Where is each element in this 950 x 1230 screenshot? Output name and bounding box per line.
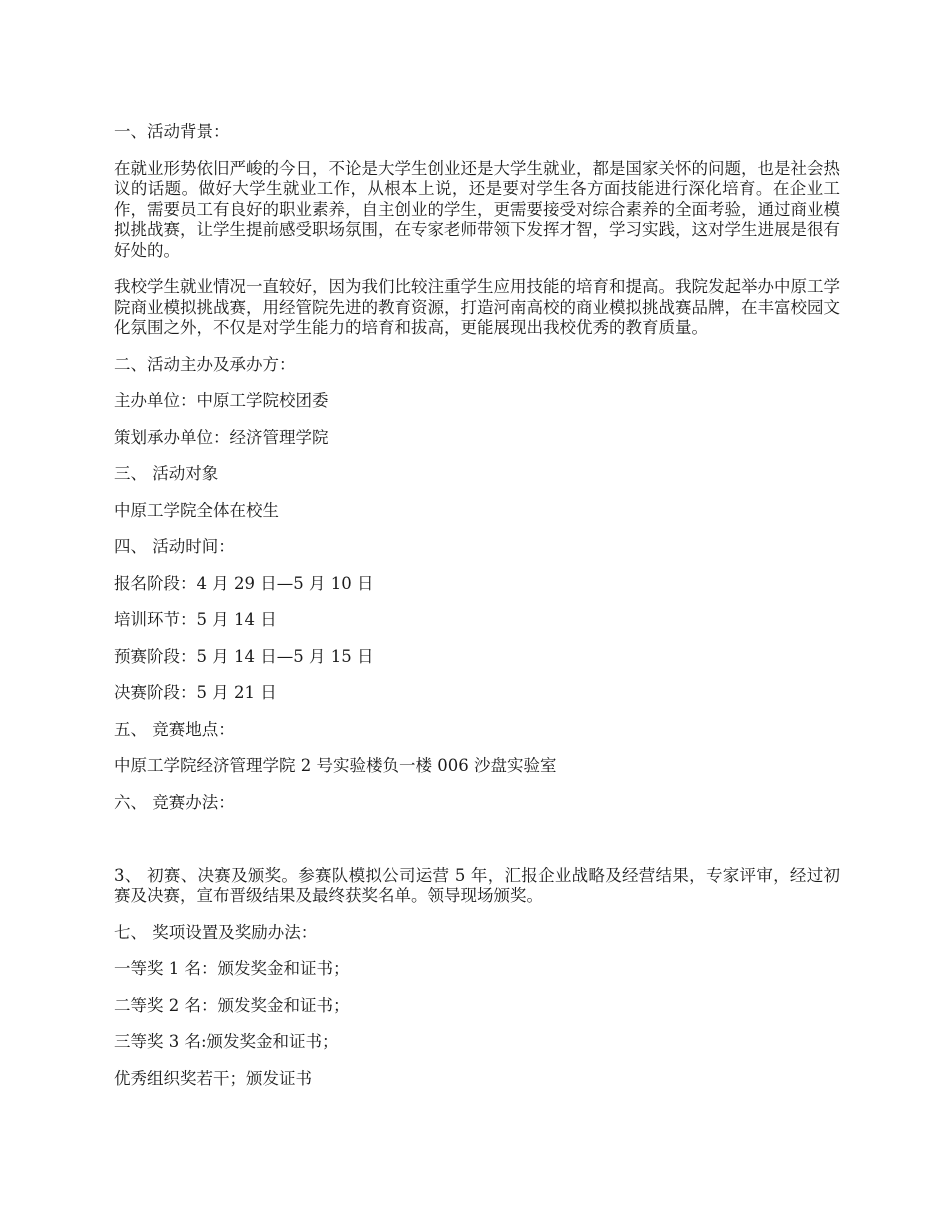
- time-final: 决赛阶段：5 月 21 日: [114, 683, 277, 702]
- section-heading-location: 五、 竞赛地点：: [114, 719, 235, 739]
- method-step-3: 3、 初赛、决赛及颁奖。参赛队模拟公司运营 5 年，汇报企业战略及经营结果，专家评审，经过初赛及决赛，宣布晋级结果及最终获奖名单。领导现场颁奖。: [114, 865, 840, 905]
- section-heading-time: 四、 活动时间：: [114, 537, 235, 556]
- time-registration: 报名阶段：4 月 29 日—5 月 10 日: [114, 573, 374, 593]
- time-preliminary: 预赛阶段：5 月 14 日—5 月 15 日: [114, 646, 374, 666]
- location-text: 中原工学院经济管理学院 2 号实验楼负一楼 006 沙盘实验室: [114, 756, 557, 775]
- organizer-host: 主办单位：中原工学院校团委: [114, 391, 329, 410]
- award-third: 三等奖 3 名:颁发奖金和证书；: [114, 1032, 339, 1051]
- time-training: 培训环节：5 月 14 日: [114, 610, 277, 629]
- award-first: 一等奖 1 名：颁发奖金和证书；: [114, 959, 350, 978]
- blank-line: [114, 829, 840, 850]
- section-heading-method: 六、 竞赛办法：: [114, 792, 235, 812]
- award-second: 二等奖 2 名：颁发奖金和证书；: [114, 995, 350, 1015]
- organizer-planner: 策划承办单位：经济管理学院: [114, 427, 329, 447]
- paragraph-background-1: 在就业形势依旧严峻的今日，不论是大学生创业还是大学生就业，都是国家关怀的问题，也是社会热议的话题。做好大学生就业工作，从根本上说，还是要对学生各方面技能进行深化培育。在企业工作，需要员工有良好的职业素养，自主创业的学生，更需要接受对综合素养的全面考验，通过商业模拟挑战赛，让学生提前感受职场氛围，在专家老师带领下发挥才智，学习实践，这对学生进展是很有好处的。: [114, 158, 840, 260]
- section-heading-awards: 七、 奖项设置及奖励办法：: [114, 922, 318, 942]
- section-heading-organizers: 二、活动主办及承办方：: [114, 354, 296, 374]
- paragraph-background-2: 我校学生就业情况一直较好，因为我们比较注重学生应用技能的培育和提高。我院发起举办中原工学院商业模拟挑战赛，用经管院先进的教育资源，打造河南高校的商业模拟挑战赛品牌，在丰富校园文化氛围之外，不仅是对学生能力的培育和拔高，更能展现出我校优秀的教育质量。: [114, 277, 840, 337]
- audience-text: 中原工学院全体在校生: [114, 500, 279, 520]
- section-heading-audience: 三、 活动对象: [114, 464, 219, 483]
- document-body: [114, 122, 840, 1105]
- section-heading-background: 一、活动背景：: [114, 122, 230, 141]
- award-organization: 优秀组织奖若干；颁发证书: [114, 1068, 312, 1088]
